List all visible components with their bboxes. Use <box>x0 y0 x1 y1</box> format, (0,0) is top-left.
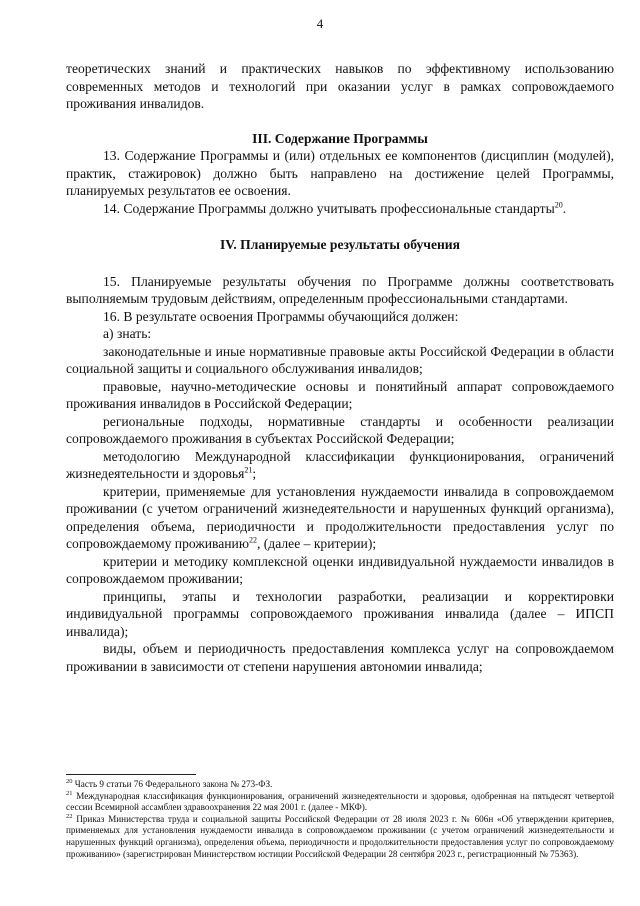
paragraph-16: 16. В результате освоения Программы обучающийся должен: <box>103 308 459 324</box>
intro-paragraph: теоретических знаний и практических навыков по эффективному использованию современных методов и технологий при оказании услуг в рамках сопровождаемого проживания инвалидов. <box>66 61 614 111</box>
list-item: критерии и методику комплексной оценки индивидуальной нуждаемости инвалидов в сопровождаемом проживании; <box>66 553 614 586</box>
list-item: законодательные и иные нормативные правовые акты Российской Федерации в области социальной защиты и социального обслуживания инвалидов; <box>66 343 614 376</box>
page-number: 4 <box>316 16 324 31</box>
paragraph-14-text: 14. Содержание Программы должно учитывать профессиональные стандарты <box>103 200 555 216</box>
footnote-text: Международная классификация функционирования, ограничений жизнедеятельности и здоровья, одобренная на пятьдесят четвертой сессии Всемирной ассамблеи здравоохранения 22 мая 2001 г. (далее - МКФ). <box>66 790 614 813</box>
footnote-text: Приказ Министерства труда и социальной защиты Российской Федерации от 28 июля 2023 г. № 606н «Об утверждении критериев, применяемых для установления нуждаемости инвалида в сопровождаемом проживании (с учетом ограничений жизнедеятельности и нарушенных функций организма), определения объема, периодичности и продолжительности предоставления услуг по сопровождаемому проживанию» (зарегистрирован Министерством юстиции Российской Федерации 28 сентября 2023 г., регистрационный № 75363). <box>66 813 614 859</box>
list-item: виды, объем и периодичность предоставления комплекса услуг на сопровождаемом проживании в зависимости от степени нарушения автономии инвалида; <box>66 641 614 674</box>
footnote-number: 22 <box>66 812 73 820</box>
list-item-text: методологию Международной классификации функционирования, ограничений жизнедеятельности и здоровья <box>66 448 614 481</box>
paragraph-13: 13. Содержание Программы и (или) отдельных ее компонентов (дисциплин (модулей), практик, стажировок) должно быть направлено на достижение целей Программы, планируемых результатов ее освоения. <box>66 148 614 198</box>
footnote-ref-20[interactable]: 20 <box>554 199 563 209</box>
paragraph-15: 15. Планируемые результаты обучения по Программе должны соответствовать выполняемым трудовым действиям, определенным профессиональными стандартами. <box>66 273 614 306</box>
footnote-ref-22[interactable]: 22 <box>248 535 257 545</box>
paragraph-14-end: . <box>562 200 567 216</box>
section-3-title: III. Содержание Программы <box>252 130 428 146</box>
footnote-21 <box>66 791 614 814</box>
footnote-20 <box>66 779 614 791</box>
list-item <box>66 483 614 553</box>
list-item: принципы, этапы и технологии разработки, реализации и корректировки индивидуальной программы сопровождаемого проживания инвалида (далее – ИПСП инвалида); <box>66 588 614 639</box>
footnotes <box>66 774 614 860</box>
list-item-end: , (далее – критерии); <box>256 536 377 551</box>
footnote-divider <box>66 774 196 775</box>
footnote-number: 21 <box>66 789 73 797</box>
paragraph-14 <box>66 200 614 218</box>
list-heading-a: а) знать: <box>103 326 152 341</box>
footnote-ref-21[interactable]: 21 <box>244 465 253 475</box>
footnote-22 <box>66 814 614 860</box>
list-item <box>66 448 614 483</box>
list-item-end: ; <box>252 466 257 481</box>
list-item: региональные подходы, нормативные стандарты и особенности реализации сопровождаемого проживания в субъектах Российской Федерации; <box>66 413 614 446</box>
list-item: правовые, научно-методические основы и понятийный аппарат сопровождаемого проживания инвалидов в Российской Федерации; <box>66 378 614 411</box>
document-body <box>66 60 614 675</box>
list-item-text: критерии, применяемые для установления нуждаемости инвалида в сопровождаемом проживании (с учетом ограничений жизнедеятельности и нарушенных функций организма), определения объема, периодичности и продолжительности предоставления услуг по сопровождаемому проживанию <box>66 483 614 551</box>
section-4-title: IV. Планируемые результаты обучения <box>219 237 460 252</box>
footnote-text: Часть 9 статьи 76 Федерального закона № 273-ФЗ. <box>74 779 273 789</box>
footnote-number: 20 <box>66 777 73 785</box>
